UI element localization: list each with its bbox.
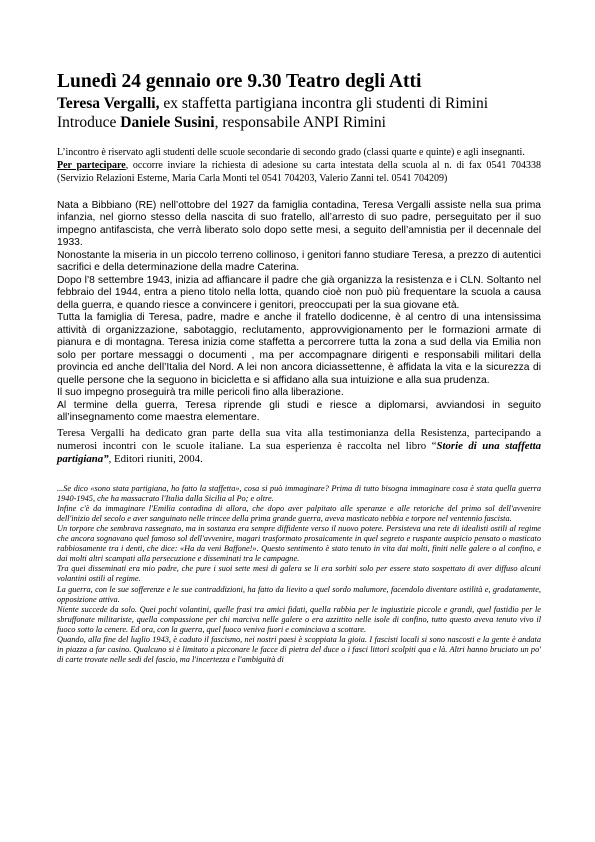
- participation-notice: [57, 146, 541, 186]
- excerpt-paragraph: La guerra, con le sue sofferenze e le sue contraddizioni, ha fatto da lievito a quel sordo malumore, facendolo diventare ostilità e, gradatamente, opposizione attiva.: [57, 584, 541, 604]
- excerpt-paragraph: Infine c'è da immaginare l'Emilia contadina di allora, che dopo aver palpitato alle speranze e alle retoriche del primo sol dell'avvenire dell'inizio del secolo e aver sanguinato nelle trincee della prima grande guerra, aveva masticato nebbia e torpore nel ventennio fascista.: [57, 503, 541, 523]
- bio-paragraph: Il suo impegno proseguirà tra mille pericoli fino alla liberazione.: [57, 387, 344, 399]
- intro-line: [57, 113, 541, 132]
- intro-name: Daniele Susini: [120, 114, 215, 131]
- excerpt-paragraph: Quando, alla fine del luglio 1943, è caduto il fascismo, nei nostri paesi è scoppiata la gioia. I fascisti locali si sono nascosti e la gente è andata in piazza a far casino. Qualcuno si è limitato a picconare le facce di pietra del duce o i fasci littori scolpiti qua e là. Altri hanno bruciato un po' di carte trovate nelle sedi del fascio, ma l'incertezza e l'ambiguità di: [57, 635, 541, 665]
- bio-paragraph: Nata a Bibbiano (RE) nell’ottobre del 1927 da famiglia contadina, Teresa Vergalli assiste nella sua prima infanzia, nel giorno stesso della nascita di suo fratello, all’arresto di suo padre, perseguitato per il suo impegno antifascista, che verrà liberato solo dopo sette mesi, a seguito dell’amnistia per il decennale del 1933.: [57, 199, 541, 249]
- book-title: Storie di una staffetta partigiana”: [57, 439, 541, 465]
- biography: [57, 200, 541, 425]
- participate-text: , occorre inviare la richiesta di adesione su carta intestata della scuola al n. di fax 0541 704338 (Servizio Relazioni Esterne, Maria Carla Monti tel 0541 704203, Valerio Zanni tel. 0541 704209): [57, 160, 541, 185]
- excerpt-paragraph: Niente succede da solo. Quei pochi volantini, quelle frasi tra amici fidati, quella rabbia per le ingiustizie piccole e grandi, quel fastidio per le sbruffonate militariste, quella compassione per chi marciva nelle galere o era azzittito nelle isole di confino, tutto questo aveva tenuto vivo il fuoco sotto la cenere. Ed ora, con la guerra, quel fuoco veniva fuori e cominciava a scottare.: [57, 604, 541, 634]
- guest-description: ex staffetta partigiana incontra gli studenti di Rimini: [159, 95, 489, 112]
- bio-paragraph: Tutta la famiglia di Teresa, padre, madre e anche il fratello dodicenne, è al centro di una intensissima attività di organizzazione, sabotaggio, reclutamento, approvvigionamento per le formazioni armate di pianura e di montagna. Teresa inizia come staffetta a percorrere tutta la zona a sud della via Emilia non solo per portare messaggi o documenti , ma per accompagnare dirigenti e responsabili militari della provincia ed anche dell’Italia del Nord. A lei non ancora diciassettenne, è affidata la vita e la sicurezza di quelle persone che la seguono in bicicletta e si affidano alla sua intuizione e alla sua prudenza.: [57, 312, 541, 386]
- excerpt-paragraph: ...Se dico «sono stata partigiana, ho fatto la staffetta», cosa si può immaginare? Prima di tutto bisogna immaginare cosa è stata quella guerra 1940-1945, che ha massacrato l'Italia dalla Sicilia al Po; e oltre.: [57, 483, 541, 503]
- book-suffix: , Editori riuniti, 2004.: [108, 452, 203, 465]
- book-text: Teresa Vergalli ha dedicato gran parte della sua vita alla testimonianza della Resistenza, partecipando a numerosi incontri con le scuole italiane. La sua esperienza è raccolta nel libro “: [57, 426, 541, 452]
- excerpt-paragraph: Un torpore che sembrava rassegnato, ma in sostanza era sempre diffidente verso il nuovo potere. Persisteva una rete di idealisti ostili al regime che ancora sognavano quel famoso sol dell'avvenire, magari trasformato prosaicamente in quel segreto e ruspante auspicio pensato o masticato rabbiosamente tra i denti, che dice: «Ha da veni Baffone!». Questo sentimento è stato tenuto in vita dai molti, finiti nelle galere o al confino, e dai molti altri scampati alla persecuzione e disseminati tra le campagne.: [57, 523, 541, 564]
- participate-label: Per partecipare: [57, 160, 126, 172]
- book-excerpt: [57, 484, 541, 666]
- guest-name: Teresa Vergalli,: [57, 95, 160, 112]
- bio-paragraph: Al termine della guerra, Teresa riprende gli studi e riesce a diplomarsi, avviandosi in seguito all’insegnamento come maestra elementare.: [57, 399, 541, 424]
- bio-paragraph: Dopo l’8 settembre 1943, inizia ad affiancare il padre che già organizza la resistenza e i CLN. Soltanto nel febbraio del 1944, entra a pieno titolo nella lotta, quando cioè non può più frequentare la scuola a causa della guerra, e quando riesce a convincere i genitori, preoccupati per la sua giovane età.: [57, 274, 541, 311]
- bio-paragraph: Nonostante la miseria in un piccolo terreno collinoso, i genitori fanno studiare Teresa, a prezzo di autentici sacrifici e della determinazione della madre Caterina.: [57, 249, 541, 274]
- book-paragraph: [57, 427, 541, 466]
- document-page: [57, 70, 541, 665]
- intro-prefix: Introduce: [57, 114, 121, 131]
- participate-paragraph: [57, 159, 541, 185]
- excerpt-paragraph: Tra quei disseminati era mio padre, che pure i suoi sette mesi di galera se li era sorbiti solo per essere stato sospettato di aver diffuso alcuni volantini ostili al regime.: [57, 564, 541, 584]
- event-title: Lunedì 24 gennaio ore 9.30 Teatro degli Atti: [57, 71, 422, 92]
- notice-line: L’incontro è riservato agli studenti delle scuole secondarie di secondo grado (classi quarte e quinte) e agli insegnanti.: [57, 147, 525, 158]
- guest-line: [57, 94, 541, 113]
- intro-suffix: , responsabile ANPI Rimini: [214, 114, 386, 131]
